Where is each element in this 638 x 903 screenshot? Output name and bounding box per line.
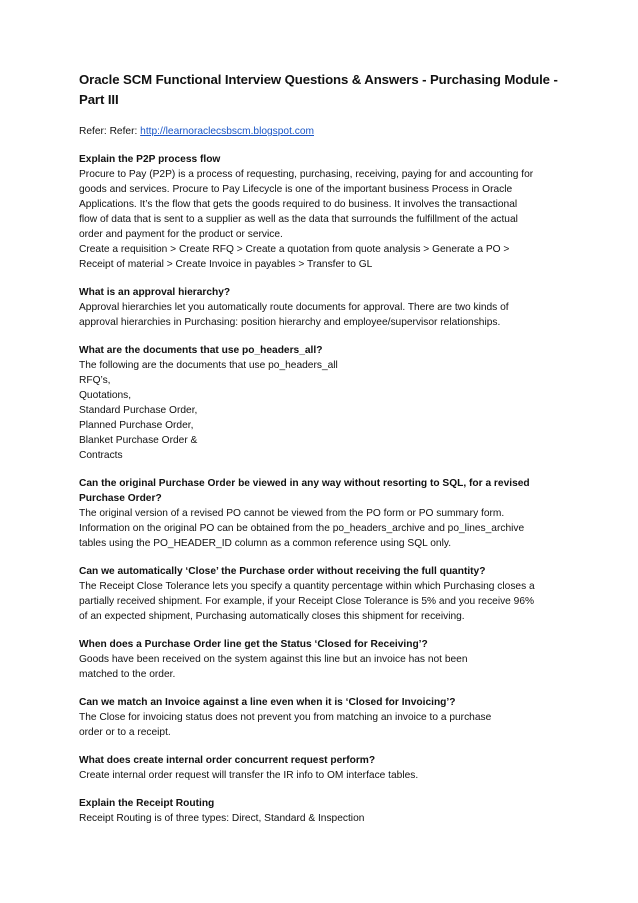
answer-line: The Receipt Close Tolerance lets you specify a quantity percentage within which Purchasing closes a: [79, 581, 535, 592]
answer-line: Contracts: [79, 450, 123, 461]
answer-line: Approval hierarchies let you automatically route documents for approval. There are two kinds of: [79, 302, 509, 313]
answer-line: Blanket Purchase Order &: [79, 435, 198, 446]
answer-line: Create a requisition > Create RFQ > Create a quotation from quote analysis > Generate a PO >: [79, 244, 510, 255]
refer-label: Refer: Refer:: [79, 126, 141, 137]
question-heading: What is an approval hierarchy?: [79, 287, 231, 298]
question-heading: What does create internal order concurrent request perform?: [79, 755, 376, 766]
answer-line: The following are the documents that use po_headers_all: [79, 360, 338, 371]
question-heading: Explain the P2P process flow: [79, 154, 221, 165]
answer-line: flow of data that is sent to a supplier as well as the data that surrounds the fulfillment of the actual: [79, 214, 518, 225]
qa-section: [79, 285, 569, 330]
refer-line: [79, 124, 569, 139]
answer-line: Applications. It’s the flow that gets the goods required to do business. It involves the transactional: [79, 199, 518, 210]
question-heading: Can the original Purchase Order be viewed in any way without resorting to SQL, for a revised: [79, 478, 530, 489]
question-heading: Purchase Order?: [79, 493, 162, 504]
blog-link[interactable]: http://learnoraclecsbscm.blogspot.com: [140, 126, 314, 137]
answer-line: of an expected shipment, Purchasing automatically closes this shipment for receiving.: [79, 611, 465, 622]
qa-section: [79, 695, 569, 740]
question-heading: Can we match an Invoice against a line even when it is ‘Closed for Invoicing’?: [79, 697, 456, 708]
question-heading: Can we automatically ‘Close’ the Purchase order without receiving the full quantity?: [79, 566, 486, 577]
qa-section: [79, 564, 569, 624]
qa-list: [79, 152, 569, 826]
question-heading: When does a Purchase Order line get the Status ‘Closed for Receiving’?: [79, 639, 428, 650]
answer-line: Create internal order request will transfer the IR info to OM interface tables.: [79, 770, 419, 781]
answer-line: Receipt Routing is of three types: Direct, Standard & Inspection: [79, 813, 365, 824]
answer-line: Standard Purchase Order,: [79, 405, 198, 416]
qa-section: [79, 152, 569, 272]
qa-section: [79, 637, 569, 682]
answer-line: Information on the original PO can be obtained from the po_headers_archive and po_lines_archive: [79, 523, 525, 534]
answer-line: partially received shipment. For example, if your Receipt Close Tolerance is 5% and you receive 96%: [79, 596, 535, 607]
qa-section: [79, 476, 569, 551]
answer-line: order or to a receipt.: [79, 727, 171, 738]
answer-line: Receipt of material > Create Invoice in payables > Transfer to GL: [79, 259, 373, 270]
answer-line: matched to the order.: [79, 669, 176, 680]
answer-line: goods and services. Procure to Pay Lifecycle is one of the important business Process in Oracle: [79, 184, 513, 195]
title-line: Oracle SCM Functional Interview Questions & Answers - Purchasing Module -: [79, 72, 558, 87]
qa-section: [79, 796, 569, 826]
qa-section: [79, 343, 569, 463]
answer-line: The Close for invoicing status does not prevent you from matching an invoice to a purchase: [79, 712, 492, 723]
answer-line: order and payment for the product or service.: [79, 229, 283, 240]
question-heading: What are the documents that use po_headers_all?: [79, 345, 323, 356]
answer-line: Quotations,: [79, 390, 132, 401]
answer-line: approval hierarchies in Purchasing: position hierarchy and employee/supervisor relationships.: [79, 317, 501, 328]
answer-line: Goods have been received on the system against this line but an invoice has not been: [79, 654, 468, 665]
title-line: Part III: [79, 92, 119, 107]
page-title: [79, 70, 569, 110]
answer-line: RFQ’s,: [79, 375, 111, 386]
answer-line: Procure to Pay (P2P) is a process of requesting, purchasing, receiving, paying for and accounting for: [79, 169, 534, 180]
qa-section: [79, 753, 569, 783]
document-page: [79, 70, 569, 839]
question-heading: Explain the Receipt Routing: [79, 798, 215, 809]
answer-line: tables using the PO_HEADER_ID column as a common reference using SQL only.: [79, 538, 452, 549]
answer-line: The original version of a revised PO cannot be viewed from the PO form or PO summary form.: [79, 508, 505, 519]
answer-line: Planned Purchase Order,: [79, 420, 194, 431]
